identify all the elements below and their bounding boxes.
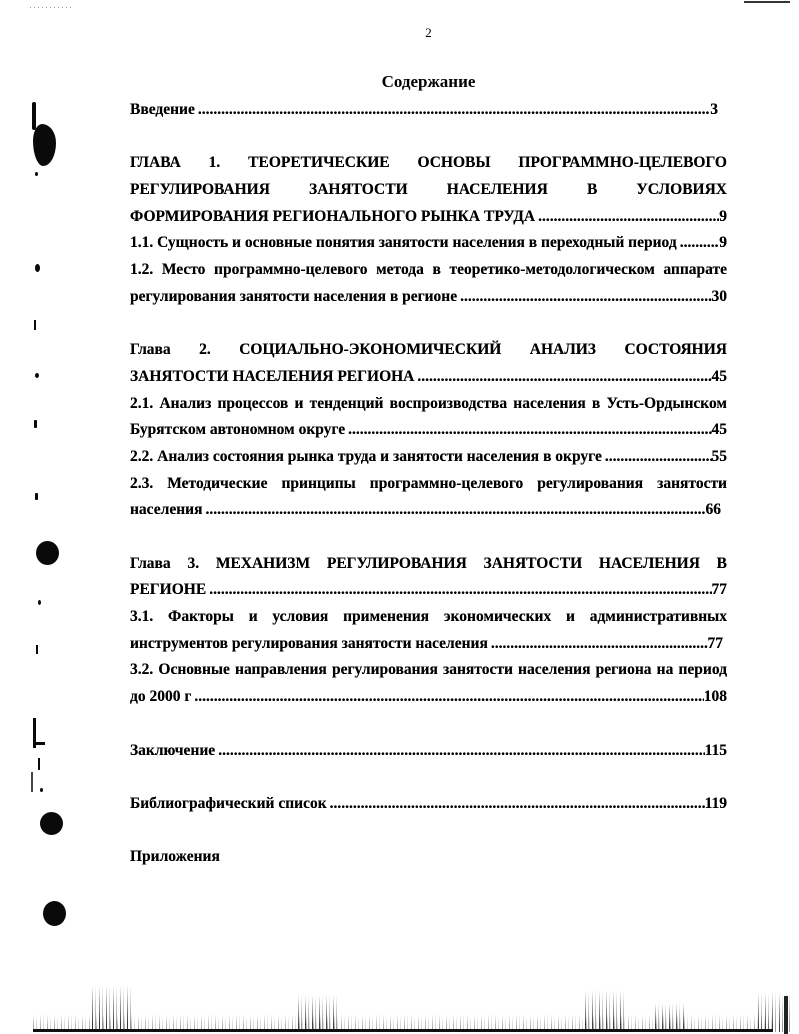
scan-right-edge: [784, 996, 788, 1034]
toc-page-number: 45: [711, 367, 727, 385]
toc-entry-title-line: регулирования занятости населения в регионе: [130, 287, 458, 305]
table-of-contents: [130, 97, 727, 871]
toc-entry-title-line: Глава 2. СОЦИАЛЬНО-ЭКОНОМИЧЕСКИЙ АНАЛИЗ СОСТОЯНИЯ: [130, 341, 727, 359]
dot-leader: [202, 497, 705, 524]
toc-entry-title-line: РЕГИОНЕ: [130, 581, 207, 599]
toc-page-number: 30: [711, 287, 727, 305]
scan-speck: [38, 600, 41, 605]
toc-entry-title-line: 1.1. Сущность и основные понятия занятости населения в переходный период: [130, 234, 677, 252]
scan-speck: [34, 320, 36, 330]
scan-bottom-edge: [33, 1029, 773, 1032]
dot-leader: [206, 577, 711, 604]
toc-entry-title: Библиографический список: [130, 794, 327, 812]
toc-entry-last-line: [130, 284, 727, 311]
toc-entry-title-line: ЗАНЯТОСТИ НАСЕЛЕНИЯ РЕГИОНА: [130, 367, 415, 385]
toc-page-number: 108: [703, 688, 727, 706]
toc-entry-last-line: [130, 417, 727, 444]
toc-entry-title-line: РЕГУЛИРОВАНИЯ ЗАНЯТОСТИ НАСЕЛЕНИЯ В УСЛОВИЯХ: [130, 181, 727, 199]
toc-entry-section-3-2: [130, 657, 727, 710]
toc-entry-introduction: [130, 97, 727, 124]
toc-entry-title: Заключение: [130, 741, 216, 759]
toc-entry-chapter-2: [130, 337, 727, 390]
toc-entry-title: Введение: [130, 101, 195, 118]
dot-leader: [535, 204, 719, 231]
dot-leader: [488, 631, 708, 658]
toc-page-number: 77: [711, 581, 727, 599]
toc-entry-title-line: ГЛАВА 1. ТЕОРЕТИЧЕСКИЕ ОСНОВЫ ПРОГРАММНО-ЦЕЛЕВОГО: [130, 154, 727, 172]
toc-entry-title-line: 3.1. Факторы и условия применения экономических и административных: [130, 608, 727, 626]
toc-entry-last-line: [130, 631, 727, 658]
toc-entry-conclusion: [130, 738, 727, 765]
toc-entry-section-3-1: [130, 604, 727, 657]
toc-entry-chapter-1: [130, 150, 727, 230]
toc-page-number: 45: [711, 421, 727, 439]
dot-leader: [327, 791, 705, 818]
dot-leader: [414, 364, 711, 391]
toc-entry-last-line: [130, 684, 727, 711]
scan-speck: [34, 420, 37, 428]
dot-leader: [602, 444, 712, 471]
scan-speck: [40, 788, 43, 792]
scan-edge-line: [744, 1, 790, 3]
toc-entry-title-line: населения: [130, 501, 203, 519]
toc-page-number: 3: [710, 101, 718, 118]
scan-noise: [33, 1014, 773, 1030]
toc-entry-title-line: 3.2. Основные направления регулирования занятости населения региона на период: [130, 661, 727, 679]
scan-speck: [35, 264, 40, 272]
toc-page-number: 66: [705, 501, 721, 519]
toc-entry-section-1-1: [130, 230, 727, 257]
toc-entry-section-2-1: [130, 391, 727, 444]
toc-entry-title: Приложения: [130, 848, 220, 866]
dot-leader: [195, 97, 710, 124]
scan-speck: [36, 645, 38, 654]
toc-entry-title-line: 1.2. Место программно-целевого метода в теоретико-методологическом аппарате: [130, 261, 727, 279]
scan-blot: [40, 812, 63, 835]
dot-leader: [677, 230, 720, 257]
dot-leader: [191, 684, 703, 711]
toc-entry-last-line: [130, 738, 727, 765]
toc-page-number: 9: [719, 234, 727, 252]
toc-page-number: 115: [704, 741, 727, 759]
toc-entry-last-line: [130, 364, 727, 391]
scan-blot: [43, 901, 66, 926]
scan-blot: [33, 124, 56, 166]
scan-speck: [35, 172, 38, 176]
toc-entry-bibliography: [130, 791, 727, 818]
toc-entry-last-line: [130, 577, 727, 604]
toc-entry-section-2-3: [130, 471, 727, 524]
page-number: 2: [425, 25, 432, 40]
scan-blot: [32, 102, 36, 130]
toc-entry-title-line: 2.1. Анализ процессов и тенденций воспроизводства населения в Усть-Ордынском: [130, 394, 727, 412]
toc-entry-title-line: 2.2. Анализ состояния рынка труда и занятости населения в округе: [130, 447, 602, 465]
toc-entry-last-line: [130, 230, 727, 257]
dot-leader: [215, 738, 704, 765]
toc-entry-last-line: [130, 497, 727, 524]
toc-entry-title-line: до 2000 г: [130, 688, 192, 706]
toc-entry-section-2-2: [130, 444, 727, 471]
toc-entry-last-line: [130, 97, 727, 124]
toc-page-number: 119: [704, 794, 727, 812]
page-title: Содержание: [381, 72, 476, 91]
scan-speck: [31, 772, 33, 792]
scan-speck: [35, 493, 38, 500]
toc-page-number: 55: [711, 447, 727, 465]
toc-entry-chapter-3: [130, 551, 727, 604]
toc-page-number: 9: [719, 207, 727, 225]
toc-entry-last-line: [130, 204, 727, 231]
toc-entry-title-line: 2.3. Методические принципы программно-целевого регулирования занятости: [130, 474, 727, 492]
dot-leader: [457, 284, 711, 311]
toc-entry-title-line: Бурятском автономном округе: [130, 421, 346, 439]
scan-speck: [38, 758, 40, 770]
toc-entry-last-line: [130, 444, 727, 471]
toc-page-number: 77: [707, 634, 723, 652]
scan-dotted-line: [30, 7, 72, 8]
scan-speck: [35, 373, 39, 378]
toc-entry-title-line: Глава 3. МЕХАНИЗМ РЕГУЛИРОВАНИЯ ЗАНЯТОСТИ НАСЕЛЕНИЯ В: [130, 554, 727, 572]
toc-entry-section-1-2: [130, 257, 727, 310]
dot-leader: [345, 417, 711, 444]
scan-speck: [33, 742, 45, 745]
toc-entry-last-line: [130, 791, 727, 818]
toc-entry-appendices: [130, 844, 727, 871]
toc-entry-title-line: инструментов регулирования занятости населения: [130, 634, 488, 652]
toc-entry-title-line: ФОРМИРОВАНИЯ РЕГИОНАЛЬНОГО РЫНКА ТРУДА: [130, 207, 536, 225]
scan-blot: [36, 541, 59, 565]
